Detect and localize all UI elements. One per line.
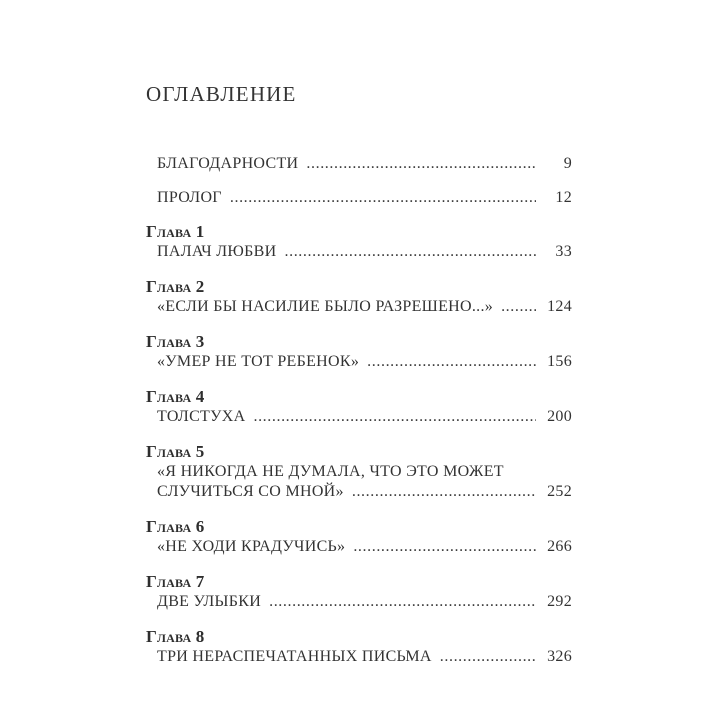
dot-leader <box>501 297 536 317</box>
dot-leader <box>230 188 536 208</box>
chapter-label: Глава 6 <box>146 517 205 536</box>
dot-leader <box>352 482 536 502</box>
toc-entry <box>146 188 572 208</box>
dot-leader <box>306 154 536 174</box>
toc-entry <box>146 332 572 372</box>
dot-leader <box>269 592 536 612</box>
entry-title: ПРОЛОГ <box>157 189 222 206</box>
dot-leader <box>253 407 536 427</box>
toc-entry <box>146 222 572 262</box>
toc-entry <box>146 277 572 317</box>
chapter-label: Глава 7 <box>146 572 205 591</box>
chapter-label: Глава 4 <box>146 387 205 406</box>
entry-title: ТОЛСТУХА <box>157 408 246 425</box>
dot-leader <box>440 647 536 667</box>
page-number: 200 <box>547 408 572 425</box>
page-number: 124 <box>547 298 572 315</box>
entry-title: ДВЕ УЛЫБКИ <box>157 593 262 610</box>
entry-title: ТРИ НЕРАСПЕЧАТАННЫХ ПИСЬМА <box>157 648 432 665</box>
chapter-label: Глава 5 <box>146 442 205 461</box>
entry-title: БЛАГОДАРНОСТИ <box>157 155 299 172</box>
entry-title-line1: «Я НИКОГДА НЕ ДУМАЛА, ЧТО ЭТО МОЖЕТ <box>157 463 504 480</box>
toc-entry <box>146 442 572 502</box>
entry-title: «НЕ ХОДИ КРАДУЧИСЬ» <box>157 538 346 555</box>
entry-title: ПАЛАЧ ЛЮБВИ <box>157 243 277 260</box>
page-number: 12 <box>555 189 572 206</box>
page-number: 156 <box>547 353 572 370</box>
toc-entry <box>146 154 572 174</box>
chapter-label: Глава 3 <box>146 332 205 351</box>
page-number: 292 <box>547 593 572 610</box>
table-of-contents <box>146 154 572 667</box>
chapter-label: Глава 2 <box>146 277 205 296</box>
page-number: 266 <box>547 538 572 555</box>
chapter-label: Глава 8 <box>146 627 205 646</box>
dot-leader <box>285 242 537 262</box>
toc-entry <box>146 387 572 427</box>
page-number: 9 <box>563 155 572 172</box>
entry-title-line2: СЛУЧИТЬСЯ СО МНОЙ» <box>157 483 344 500</box>
page-title: ОГЛАВЛЕНИЕ <box>146 82 297 106</box>
page-number: 326 <box>547 648 572 665</box>
dot-leader <box>367 352 536 372</box>
toc-entry <box>146 572 572 612</box>
page-number: 252 <box>547 483 572 500</box>
page-number: 33 <box>555 243 572 260</box>
entry-title: «ЕСЛИ БЫ НАСИЛИЕ БЫЛО РАЗРЕШЕНО...» <box>157 298 494 315</box>
toc-entry <box>146 627 572 667</box>
toc-entry <box>146 517 572 557</box>
dot-leader <box>353 537 536 557</box>
entry-title: «УМЕР НЕ ТОТ РЕБЕНОК» <box>157 353 360 370</box>
chapter-label: Глава 1 <box>146 222 205 241</box>
